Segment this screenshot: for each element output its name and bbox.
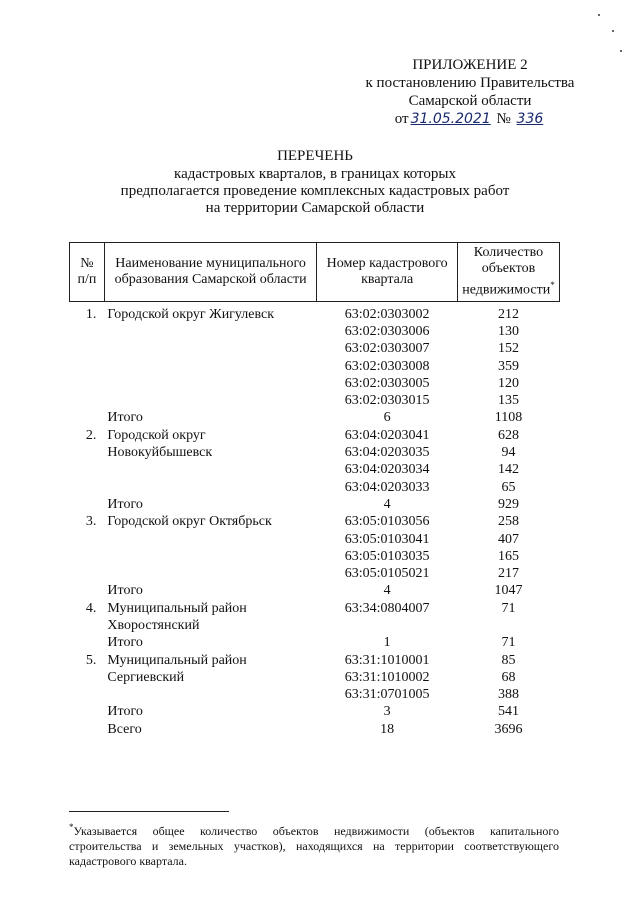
table-row bbox=[70, 427, 560, 444]
row-number-cell bbox=[70, 565, 105, 582]
quarter-cell: 1 bbox=[383, 635, 391, 651]
count-cell: 217 bbox=[497, 566, 519, 582]
municipality-cell bbox=[104, 686, 316, 703]
quarter-cell: 63:02:0303015 bbox=[344, 393, 430, 409]
row-number-cell bbox=[70, 582, 105, 599]
municipality-cell: Городской округ bbox=[107, 427, 206, 443]
table-row bbox=[70, 582, 560, 599]
footnote-star: * bbox=[69, 822, 74, 832]
count-cell: 135 bbox=[497, 393, 519, 409]
table-row bbox=[70, 358, 560, 375]
quarter-cell: 63:04:0203034 bbox=[344, 462, 430, 478]
count-cell: 71 bbox=[501, 635, 516, 651]
table-row bbox=[70, 496, 560, 513]
scan-mark bbox=[598, 14, 600, 16]
municipality-cell: Итого bbox=[107, 583, 143, 599]
quarter-cell: 63:05:0105021 bbox=[344, 566, 430, 582]
table-row bbox=[70, 548, 560, 565]
header-count bbox=[457, 243, 559, 302]
table-row bbox=[70, 444, 560, 461]
municipality-cell: Новокуйбышевск bbox=[107, 445, 213, 461]
quarter-cell: 63:31:1010002 bbox=[344, 669, 430, 685]
count-cell: 1108 bbox=[494, 410, 523, 426]
row-number-cell: 2. bbox=[85, 427, 97, 443]
municipality-cell: Муниципальный район bbox=[107, 652, 247, 668]
count-cell: 94 bbox=[501, 445, 516, 461]
row-number-cell bbox=[70, 479, 105, 496]
municipality-cell: Всего bbox=[107, 721, 142, 737]
header-quarter: Номер кадастрового квартала bbox=[317, 243, 458, 302]
count-cell: 85 bbox=[501, 652, 516, 668]
table-row bbox=[70, 409, 560, 426]
count-cell: 258 bbox=[497, 514, 519, 530]
quarter-cell: 63:02:0303002 bbox=[344, 306, 430, 322]
table-row bbox=[70, 301, 560, 323]
header-municipality: Наименование муниципального образования Самарской области bbox=[104, 243, 316, 302]
row-number-cell bbox=[70, 496, 105, 513]
title-line-1: кадастровых кварталов, в границах которых bbox=[174, 166, 456, 182]
municipality-cell bbox=[104, 392, 316, 409]
count-cell: 628 bbox=[497, 427, 519, 443]
row-number-cell bbox=[70, 634, 105, 651]
count-cell: 130 bbox=[497, 323, 519, 339]
header-count-label: Количество объектов недвижимости bbox=[462, 245, 551, 298]
municipality-cell: Итого bbox=[107, 496, 143, 512]
municipality-cell: Итого bbox=[107, 410, 143, 426]
table-row bbox=[70, 686, 560, 703]
municipality-cell bbox=[104, 531, 316, 548]
municipality-cell: Хворостянский bbox=[107, 618, 200, 633]
table-row bbox=[70, 479, 560, 496]
title-heading: ПЕРЕЧЕНЬ bbox=[277, 148, 353, 164]
count-cell: 1047 bbox=[494, 583, 523, 599]
municipality-cell bbox=[104, 358, 316, 375]
quarter-cell: 63:02:0303005 bbox=[344, 375, 430, 391]
table-row bbox=[70, 634, 560, 651]
municipality-cell bbox=[104, 565, 316, 582]
table-row bbox=[70, 617, 560, 634]
appendix-line-2: Самарской области bbox=[408, 93, 532, 109]
municipality-cell: Городской округ Октябрьск bbox=[107, 514, 272, 530]
row-number-cell bbox=[70, 392, 105, 409]
quarter-cell: 63:31:1010001 bbox=[344, 652, 430, 668]
footnote-mark: * bbox=[550, 280, 555, 290]
appendix-line-1: к постановлению Правительства bbox=[365, 75, 575, 91]
row-number-cell bbox=[70, 409, 105, 426]
quarter-cell: 63:05:0103035 bbox=[344, 548, 430, 564]
row-number-cell bbox=[70, 461, 105, 478]
table-row bbox=[70, 392, 560, 409]
table-body bbox=[70, 301, 560, 738]
quarter-cell: 63:02:0303006 bbox=[344, 323, 430, 339]
row-number-cell bbox=[70, 703, 105, 720]
table-row bbox=[70, 703, 560, 720]
quarter-cell bbox=[317, 617, 458, 634]
header-number: № п/п bbox=[70, 243, 105, 302]
handwritten-date: 31.05.2021 bbox=[410, 111, 491, 127]
footnote-text: Указывается общее количество объектов недвижимости (объектов капитального строительства и земельных участков), находящихся на территории соответствующего кадастрового квартала. bbox=[69, 824, 559, 868]
municipality-cell bbox=[104, 340, 316, 357]
row-number-cell bbox=[70, 617, 105, 634]
appendix-title: ПРИЛОЖЕНИЕ 2 bbox=[412, 57, 528, 73]
footnote-divider bbox=[69, 811, 229, 812]
row-number-cell bbox=[70, 669, 105, 686]
municipality-cell bbox=[104, 323, 316, 340]
count-cell: 212 bbox=[497, 306, 519, 322]
document-title bbox=[60, 148, 570, 217]
municipality-cell: Сергиевский bbox=[107, 669, 185, 685]
quarter-cell: 63:02:0303008 bbox=[344, 358, 430, 374]
row-number-cell: 1. bbox=[85, 306, 97, 322]
count-cell: 165 bbox=[497, 548, 519, 564]
count-cell: 388 bbox=[497, 687, 519, 703]
scan-mark bbox=[620, 50, 622, 52]
appendix-header bbox=[330, 56, 610, 128]
number-prefix: № bbox=[496, 111, 511, 127]
row-number-cell bbox=[70, 721, 105, 738]
municipality-cell: Итого bbox=[107, 635, 143, 651]
count-cell: 541 bbox=[497, 704, 519, 720]
title-line-2: предполагается проведение комплексных кадастровых работ bbox=[120, 183, 510, 199]
count-cell: 3696 bbox=[494, 721, 523, 737]
municipality-cell bbox=[104, 548, 316, 565]
table-row bbox=[70, 375, 560, 392]
row-number-cell: 3. bbox=[85, 514, 97, 530]
row-number-cell bbox=[70, 531, 105, 548]
municipality-cell: Муниципальный район bbox=[107, 600, 247, 616]
count-cell bbox=[457, 617, 559, 634]
date-prefix: от bbox=[394, 111, 409, 127]
table-row bbox=[70, 669, 560, 686]
table-row bbox=[70, 565, 560, 582]
quarter-cell: 18 bbox=[380, 721, 395, 737]
footnote bbox=[69, 820, 559, 869]
municipality-cell: Городской округ Жигулевск bbox=[107, 306, 275, 322]
municipality-cell: Итого bbox=[107, 704, 143, 720]
appendix-date-line bbox=[330, 110, 610, 128]
row-number-cell bbox=[70, 358, 105, 375]
count-cell: 359 bbox=[497, 358, 519, 374]
quarter-cell: 63:31:0701005 bbox=[344, 687, 430, 703]
row-number-cell bbox=[70, 375, 105, 392]
handwritten-number: 336 bbox=[516, 111, 544, 127]
municipality-cell bbox=[104, 375, 316, 392]
table-row bbox=[70, 531, 560, 548]
quarter-cell: 63:04:0203035 bbox=[344, 445, 430, 461]
quarter-cell: 63:04:0203041 bbox=[344, 427, 430, 443]
scan-mark bbox=[612, 30, 614, 32]
quarter-cell: 63:05:0103056 bbox=[344, 514, 430, 530]
municipality-cell bbox=[104, 479, 316, 496]
table-row bbox=[70, 323, 560, 340]
count-cell: 152 bbox=[497, 341, 519, 357]
quarter-cell: 4 bbox=[383, 583, 391, 599]
table-row bbox=[70, 513, 560, 530]
quarter-cell: 3 bbox=[383, 704, 391, 720]
table-row bbox=[70, 721, 560, 738]
table-row bbox=[70, 652, 560, 669]
quarter-cell: 6 bbox=[383, 410, 391, 426]
row-number-cell bbox=[70, 340, 105, 357]
cadastral-quarters-table bbox=[69, 242, 560, 738]
quarter-cell: 63:04:0203033 bbox=[344, 479, 430, 495]
row-number-cell bbox=[70, 686, 105, 703]
table-row bbox=[70, 461, 560, 478]
count-cell: 65 bbox=[501, 479, 516, 495]
row-number-cell bbox=[70, 323, 105, 340]
quarter-cell: 4 bbox=[383, 496, 391, 512]
table-row bbox=[70, 340, 560, 357]
count-cell: 929 bbox=[497, 496, 519, 512]
quarter-cell: 63:34:0804007 bbox=[344, 600, 430, 616]
quarter-cell: 63:02:0303007 bbox=[344, 341, 430, 357]
row-number-cell: 5. bbox=[85, 652, 97, 668]
count-cell: 120 bbox=[497, 375, 519, 391]
count-cell: 71 bbox=[501, 600, 516, 616]
count-cell: 407 bbox=[497, 531, 519, 547]
count-cell: 68 bbox=[501, 669, 516, 685]
title-line-3: на территории Самарской области bbox=[205, 200, 425, 216]
row-number-cell bbox=[70, 548, 105, 565]
table-header-row bbox=[70, 243, 560, 302]
table-row bbox=[70, 600, 560, 617]
quarter-cell: 63:05:0103041 bbox=[344, 531, 430, 547]
row-number-cell: 4. bbox=[85, 600, 97, 616]
row-number-cell bbox=[70, 444, 105, 461]
municipality-cell bbox=[104, 461, 316, 478]
count-cell: 142 bbox=[497, 462, 519, 478]
